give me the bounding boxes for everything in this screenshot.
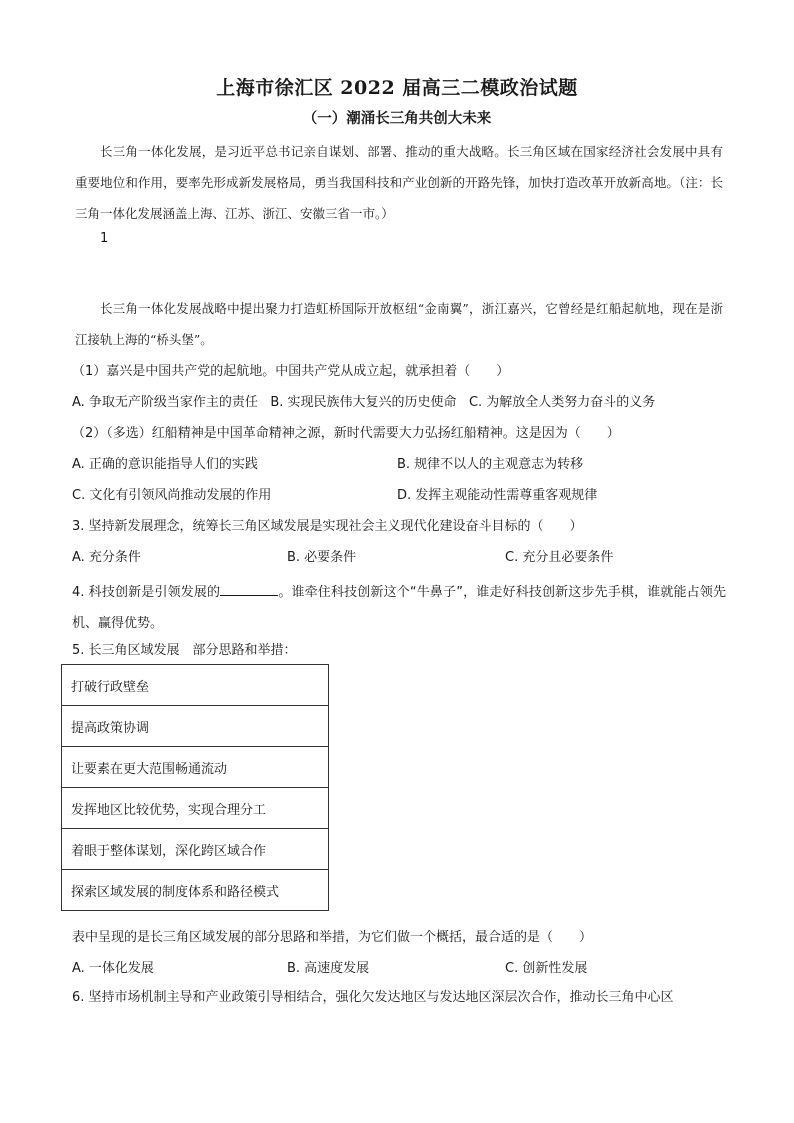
- part-number: 1: [100, 231, 109, 246]
- q4-answer-blank: [220, 582, 278, 596]
- q6-stem: 6. 坚持市场机制主导和产业政策引导相结合，强化欠发达地区与发达地区深层次合作，推动长三角中心区: [72, 990, 674, 1005]
- table-cell: 打破行政壁垒: [62, 665, 329, 706]
- q1-stem: （1）嘉兴是中国共产党的起航地。中国共产党从成立起，就承担着（ ）: [72, 364, 510, 379]
- q2-option-b: B. 规律不以人的主观意志为转移: [397, 457, 584, 472]
- table-row: [62, 829, 329, 870]
- table-cell: 发挥地区比较优势，实现合理分工: [62, 788, 329, 829]
- table-row: [62, 665, 329, 706]
- q1-option-b: B. 实现民族伟大复兴的历史使命: [270, 395, 457, 410]
- table-row: [62, 747, 329, 788]
- q3-option-a: A. 充分条件: [72, 550, 141, 565]
- q4-text-after: 。谁牵住科技创新这个“牛鼻子”，谁走好科技创新这步先手棋，谁就能占领先机、赢得优势。: [72, 585, 726, 631]
- q2-option-c: C. 文化有引领风尚推动发展的作用: [72, 488, 272, 503]
- q3-option-b: B. 必要条件: [287, 550, 357, 565]
- table-row: [62, 870, 329, 911]
- q4-stem: [72, 577, 726, 639]
- q5-option-c: C. 创新性发展: [505, 961, 588, 976]
- table-cell: 提高政策协调: [62, 706, 329, 747]
- q2-option-d: D. 发挥主观能动性需尊重客观规律: [397, 488, 598, 503]
- material-paragraph: 长三角一体化发展战略中提出聚力打造虹桥国际开放枢纽“金南翼”，浙江嘉兴，它曾经是红船起航地，现在是浙江接轨上海的“桥头堡”。: [75, 301, 723, 347]
- q3-stem: 3. 坚持新发展理念，统筹长三角区域发展是实现社会主义现代化建设奋斗目标的（ ）: [72, 519, 583, 534]
- q1-option-c: C. 为解放全人类努力奋斗的义务: [468, 395, 656, 410]
- table-cell: 探索区域发展的制度体系和路径模式: [62, 870, 329, 911]
- q1-options-row: [72, 391, 655, 410]
- intro-paragraph: 长三角一体化发展，是习近平总书记亲自谋划、部署、推动的重大战略。长三角区域在国家经济社会发展中具有重要地位和作用，要率先形成新发展格局，勇当我国科技和产业创新的开路先锋，加快打造改革开放新高地。（注：长三角一体化发展涵盖上海、江苏、浙江、安徽三省一市。）: [75, 144, 723, 221]
- measures-table: [61, 664, 329, 911]
- q2-option-a: A. 正确的意识能指导人们的实践: [72, 457, 258, 472]
- exam-title: 上海市徐汇区 2022 届高三二模政治试题: [216, 77, 578, 99]
- q4-text-before: 4. 科技创新是引领发展的: [72, 585, 221, 600]
- table-cell: 让要素在更大范围畅通流动: [62, 747, 329, 788]
- q5-option-a: A. 一体化发展: [72, 961, 154, 976]
- q5-stem: 5. 长三角区域发展 部分思路和举措：: [72, 643, 297, 658]
- table-row: [62, 788, 329, 829]
- q1-option-a: A. 争取无产阶级当家作主的责任: [72, 395, 258, 410]
- table-cell: 着眼于整体谋划，深化跨区域合作: [62, 829, 329, 870]
- q5-option-b: B. 高速度发展: [287, 961, 370, 976]
- q3-option-c: C. 充分且必要条件: [505, 550, 614, 565]
- table-row: [62, 706, 329, 747]
- q5-followup: 表中呈现的是长三角区域发展的部分思路和举措，为它们做一个概括，最合适的是（ ）: [72, 930, 593, 945]
- q2-stem: （2）（多选）红船精神是中国革命精神之源，新时代需要大力弘扬红船精神。这是因为（ ）: [72, 426, 620, 441]
- section-title: （一）潮涌长三角共创大未来: [302, 111, 492, 127]
